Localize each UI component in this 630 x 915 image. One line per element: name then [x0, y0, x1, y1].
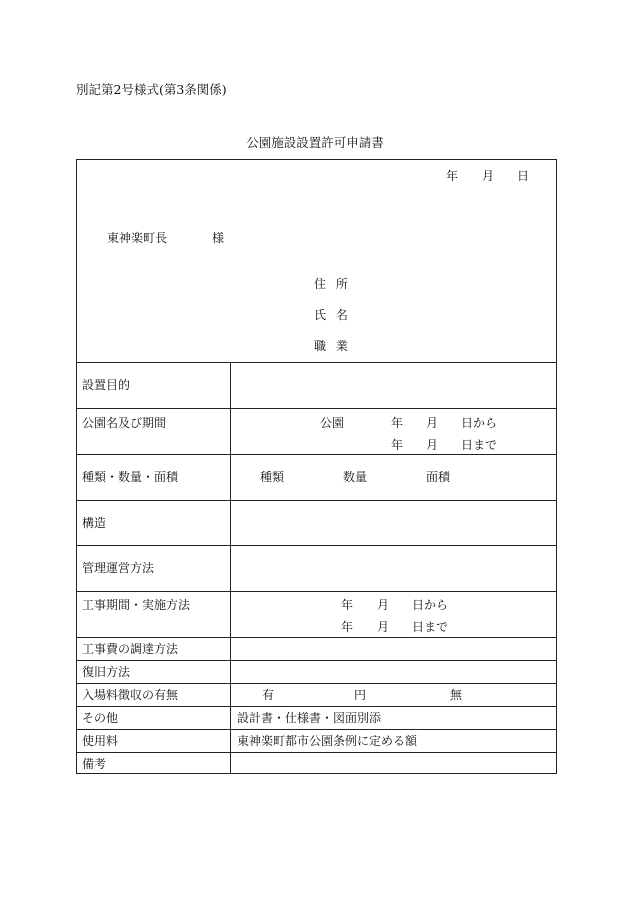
- date-day: 日: [517, 169, 530, 183]
- other-label: その他: [82, 711, 119, 725]
- restoration-label: 復旧方法: [82, 665, 131, 679]
- quantity-text: 数量: [343, 470, 368, 484]
- park-period-label: 公園名及び期間: [82, 416, 167, 430]
- row-divider: [76, 637, 557, 638]
- date-month: 月: [482, 169, 495, 183]
- row-divider: [76, 706, 557, 707]
- address-label: 住 所: [314, 277, 348, 291]
- row-divider: [76, 683, 557, 684]
- construction-year-end: 年: [341, 620, 354, 634]
- management-label: 管理運営方法: [82, 561, 155, 575]
- name-label: 氏 名: [314, 308, 348, 322]
- period-month-end: 月: [426, 438, 439, 452]
- funding-label: 工事費の調達方法: [82, 642, 179, 656]
- date-year: 年: [446, 169, 459, 183]
- construction-label: 工事期間・実施方法: [82, 598, 191, 612]
- admission-yes: 有: [262, 688, 275, 702]
- row-divider: [76, 752, 557, 753]
- row-divider: [76, 545, 557, 546]
- period-to: 日まで: [461, 438, 498, 452]
- row-divider: [76, 362, 557, 363]
- area-text: 面積: [426, 470, 451, 484]
- construction-month-end: 月: [377, 620, 390, 634]
- construction-to: 日まで: [412, 620, 449, 634]
- form-title: 公園施設設置許可申請書: [246, 135, 384, 150]
- form-reference: 別記第2号様式(第3条関係): [76, 82, 227, 97]
- kind-qty-area-label: 種類・数量・面積: [82, 470, 179, 484]
- occupation-label: 職 業: [314, 339, 348, 353]
- row-divider: [76, 500, 557, 501]
- period-year-end: 年: [391, 438, 404, 452]
- purpose-label: 設置目的: [82, 378, 131, 392]
- kind-text: 種類: [260, 470, 285, 484]
- addressee: 東神楽町長: [107, 231, 168, 245]
- period-month: 月: [426, 416, 439, 430]
- admission-yen: 円: [354, 688, 367, 702]
- fee-value: 東神楽町都市公園条例に定める額: [237, 734, 418, 748]
- row-divider: [76, 591, 557, 592]
- structure-label: 構造: [82, 516, 107, 530]
- row-divider: [76, 408, 557, 409]
- row-divider: [76, 660, 557, 661]
- fee-label: 使用料: [82, 734, 119, 748]
- admission-no: 無: [450, 688, 463, 702]
- construction-from: 日から: [412, 598, 449, 612]
- construction-month: 月: [377, 598, 390, 612]
- admission-label: 入場料徴収の有無: [82, 688, 179, 702]
- other-value: 設計書・仕様書・図面別添: [237, 711, 382, 725]
- remarks-label: 備考: [82, 757, 107, 771]
- construction-year: 年: [341, 598, 354, 612]
- honorific: 様: [212, 231, 225, 245]
- period-year: 年: [391, 416, 404, 430]
- row-divider: [76, 729, 557, 730]
- column-divider: [230, 362, 231, 774]
- period-from: 日から: [461, 416, 498, 430]
- application-table: [76, 159, 557, 774]
- row-divider: [76, 454, 557, 455]
- park-text: 公園: [320, 416, 345, 430]
